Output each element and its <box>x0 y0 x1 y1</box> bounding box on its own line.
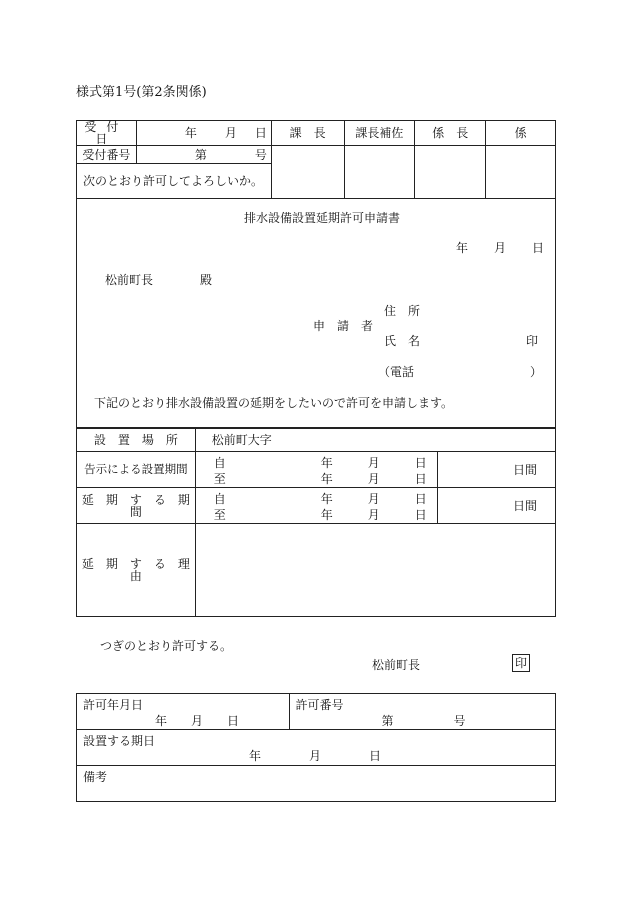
assistant-chief-header: 課長補佐 <box>344 121 415 146</box>
section-chief-header: 課 長 <box>271 121 344 146</box>
document-title: 排水設備設置延期許可申請書 <box>244 211 401 225</box>
authority-seal-stamp: 印 <box>512 657 530 669</box>
honorific: 殿 <box>200 273 213 287</box>
extension-period-days[interactable]: 日間 <box>438 488 556 524</box>
notified-period-days[interactable]: 日間 <box>438 452 556 488</box>
receipt-date-field[interactable]: 年 月 日 <box>136 121 271 146</box>
receipt-date-label: 受付日 <box>77 121 137 146</box>
phone-label: （電話 <box>378 365 415 379</box>
approval-statement: つぎのとおり許可する。 <box>100 639 233 653</box>
notified-period-dates[interactable]: 自 年 月 日 至 年 月 日 <box>195 452 437 488</box>
extension-period-dates[interactable]: 自 年 月 日 至 年 月 日 <box>195 488 437 524</box>
application-body <box>76 190 556 428</box>
details-table <box>76 428 556 617</box>
applicant-label: 申 請 者 <box>313 319 374 333</box>
permit-number-cell[interactable]: 許可番号 第 号 <box>289 694 555 730</box>
approval-question: 次のとおり許可してよろしいか。 <box>77 164 272 199</box>
applicant-seal-mark: 印 <box>526 334 539 348</box>
install-date-cell[interactable]: 設置する期日 年 月 日 <box>77 730 556 766</box>
form-number-label: 様式第1号(第2条関係) <box>76 85 207 100</box>
addressee: 松前町長 <box>105 273 154 287</box>
unit-chief-header: 係 長 <box>415 121 486 146</box>
permit-date-cell[interactable]: 許可年月日 年 月 日 <box>77 694 290 730</box>
notified-period-label: 告示による設置期間 <box>77 452 196 488</box>
permit-table <box>76 693 556 802</box>
application-statement: 下記のとおり排水設備設置の延期をしたいので許可を申請します。 <box>94 396 454 410</box>
reason-field[interactable] <box>195 524 555 617</box>
receipt-number-label: 受付番号 <box>77 146 137 164</box>
remarks-cell[interactable]: 備考 <box>77 766 556 802</box>
receipt-number-field[interactable]: 第 号 <box>136 146 271 164</box>
reception-table <box>76 120 556 199</box>
name-label: 氏 名 <box>384 334 421 348</box>
phone-close: ） <box>530 365 543 379</box>
application-date[interactable]: 年 月 日 <box>456 241 545 255</box>
reason-label: 延 期 す る 理 由 <box>77 524 196 617</box>
location-field[interactable]: 松前町大字 <box>195 429 555 452</box>
staff-header: 係 <box>486 121 556 146</box>
approval-authority: 松前町長 <box>372 658 421 672</box>
extension-period-label: 延 期 す る 期 間 <box>77 488 196 524</box>
address-label: 住 所 <box>384 304 421 318</box>
location-label: 設 置 場 所 <box>77 429 196 452</box>
